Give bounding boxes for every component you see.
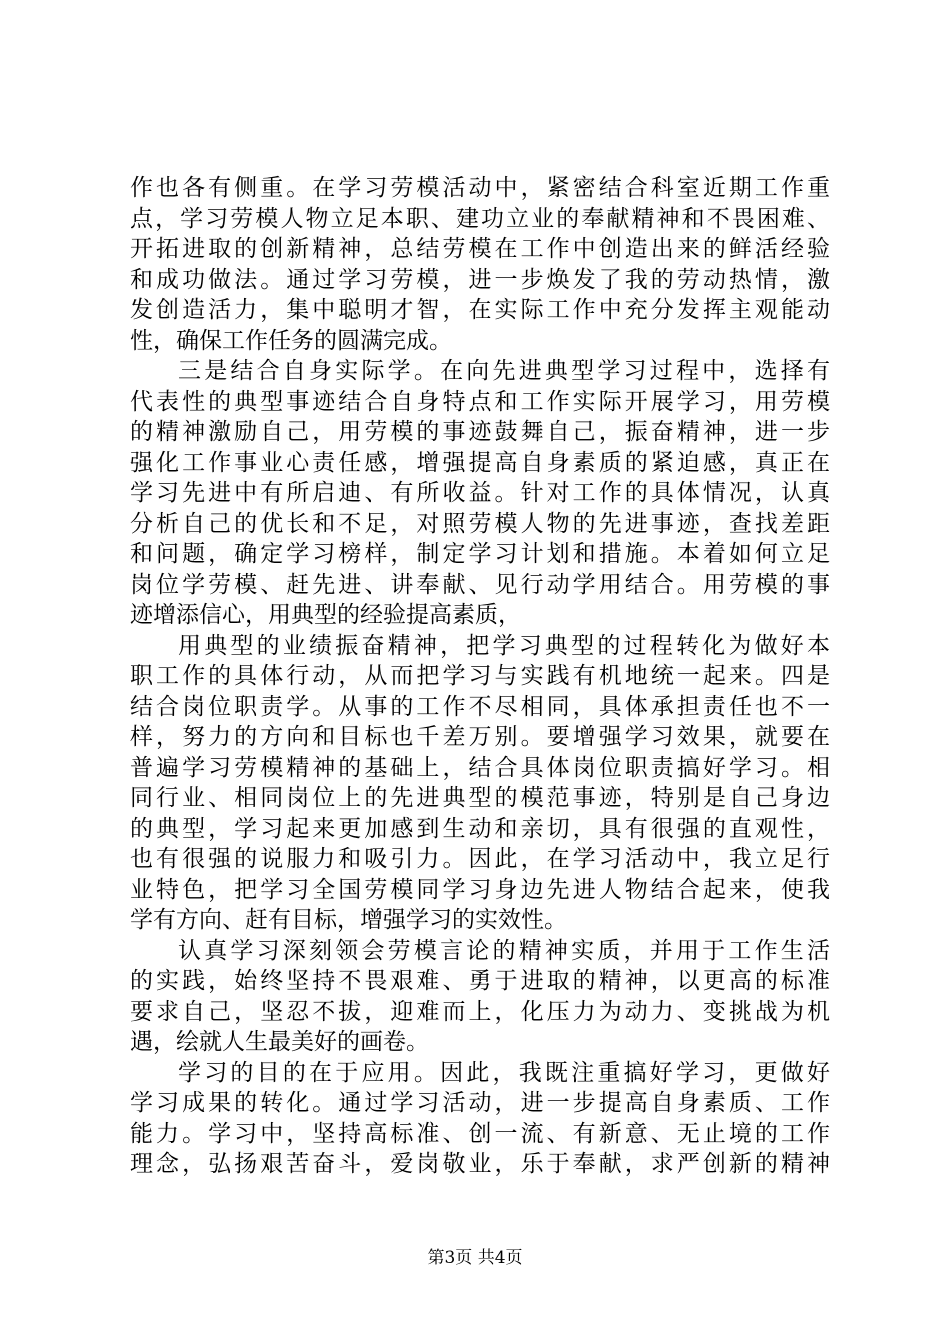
text-line: 的典型，学习起来更加感到生动和亲切，具有很强的直观性，	[130, 815, 830, 842]
body-text	[130, 173, 830, 1180]
text-line: 强化工作事业心责任感，增强提高自身素质的紧迫感，真正在	[130, 449, 830, 476]
paragraph	[130, 173, 830, 356]
text-line: 开拓进取的创新精神，总结劳模在工作中创造出来的鲜活经验	[130, 236, 830, 262]
text-line: 认真学习深刻领会劳模言论的精神实质，并用于工作生活	[178, 937, 830, 964]
text-line: 和问题，确定学习榜样，制定学习计划和措施。本着如何立足	[130, 541, 830, 567]
text-line: 的实践，始终坚持不畏艰难、勇于进取的精神，以更高的标准	[130, 968, 830, 994]
paragraph	[130, 1058, 830, 1180]
text-line: 要求自己，坚忍不拔，迎难而上，化压力为动力、变挑战为机	[130, 998, 830, 1025]
paragraph	[130, 936, 830, 1058]
text-line: 遇，绘就人生最美好的画卷。	[130, 1029, 429, 1055]
text-line: 理念，弘扬艰苦奋斗，爱岗敬业，乐于奉献，求严创新的精神	[130, 1151, 830, 1177]
text-line: 性，确保工作任务的圆满完成。	[130, 327, 452, 354]
text-line: 代表性的典型事迹结合自身特点和工作实际开展学习，用劳模	[130, 388, 830, 415]
text-line: 的精神激励自己，用劳模的事迹鼓舞自己，振奋精神，进一步	[130, 419, 830, 445]
text-line: 学有方向、赶有目标，增强学习的实效性。	[130, 907, 567, 933]
text-line: 同行业、相同岗位上的先进典型的模范事迹，特别是自己身边	[130, 785, 830, 811]
text-line: 分析自己的优长和不足，对照劳模人物的先进事迹，查找差距	[130, 510, 830, 537]
text-line: 学习先进中有所启迪、有所收益。针对工作的具体情况，认真	[130, 480, 830, 506]
text-line: 三是结合自身实际学。在向先进典型学习过程中，选择有	[178, 358, 830, 384]
text-line: 也有很强的说服力和吸引力。因此，在学习活动中，我立足行	[130, 846, 830, 872]
text-line: 岗位学劳模、赶先进、讲奉献、见行动学用结合。用劳模的事	[130, 571, 830, 598]
text-line: 和成功做法。通过学习劳模，进一步焕发了我的劳动热情，激	[130, 266, 830, 293]
text-line: 迹增添信心，用典型的经验提高素质，	[130, 602, 521, 628]
text-line: 点，学习劳模人物立足本职、建功立业的奉献精神和不畏困难、	[130, 205, 830, 232]
text-line: 样，努力的方向和目标也千差万别。要增强学习效果，就要在	[130, 724, 830, 750]
text-line: 学习的目的在于应用。因此，我既注重搞好学习，更做好	[178, 1059, 830, 1086]
text-line: 学习成果的转化。通过学习活动，进一步提高自身素质、工作	[130, 1090, 830, 1116]
text-line: 业特色，把学习全国劳模同学习身边先进人物结合起来，使我	[130, 876, 830, 903]
text-line: 职工作的具体行动，从而把学习与实践有机地统一起来。四是	[130, 663, 830, 689]
text-line: 结合岗位职责学。从事的工作不尽相同，具体承担责任也不一	[130, 693, 830, 720]
text-line: 发创造活力，集中聪明才智，在实际工作中充分发挥主观能动	[130, 297, 830, 323]
page-footer: 第3页 共4页	[427, 1248, 523, 1268]
text-line: 用典型的业绩振奋精神，把学习典型的过程转化为做好本	[178, 632, 830, 659]
text-line: 能力。学习中，坚持高标准、创一流、有新意、无止境的工作	[130, 1120, 830, 1147]
paragraph	[130, 631, 830, 936]
paragraph	[130, 356, 830, 631]
text-line: 普遍学习劳模精神的基础上，结合具体岗位职责搞好学习。相	[130, 754, 830, 781]
text-line: 作也各有侧重。在学习劳模活动中，紧密结合科室近期工作重	[130, 175, 830, 201]
